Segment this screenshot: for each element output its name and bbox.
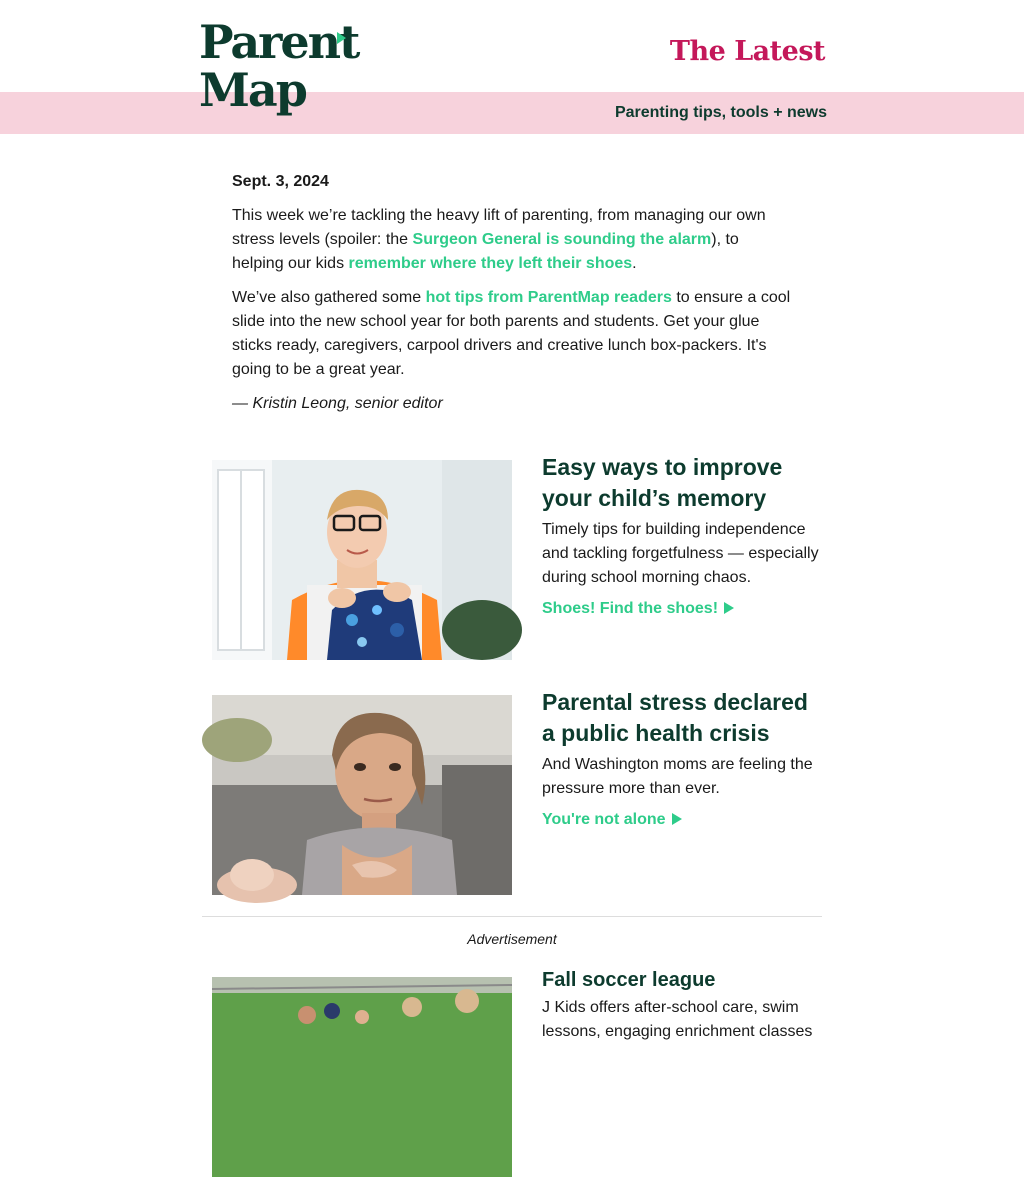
ad-title[interactable]: Fall soccer league — [542, 969, 716, 991]
tagline-band — [0, 92, 1024, 134]
article-image-mother-baby[interactable] — [212, 695, 512, 895]
shoes-link[interactable]: remember where they left their shoes — [348, 255, 633, 272]
section-title: The Latest — [669, 36, 825, 67]
ad-text — [542, 968, 827, 1054]
article-cta-link[interactable] — [542, 600, 734, 618]
intro-letter — [232, 170, 792, 426]
editor-signature: — Kristin Leong, senior editor — [232, 395, 443, 412]
ad-description: J Kids offers after-school care, swim lessons, engaging enrichment classes — [542, 999, 813, 1040]
play-arrow-icon — [672, 813, 682, 825]
article-title[interactable]: Easy ways to improve your child’s memory — [542, 454, 783, 511]
section-divider — [202, 916, 822, 917]
parentmap-logo[interactable] — [199, 15, 359, 122]
article-card — [212, 452, 822, 662]
tagline: Parenting tips, tools + news — [614, 104, 827, 121]
surgeon-general-link[interactable]: Surgeon General is sounding the alarm — [412, 231, 712, 248]
logo-line-map: Map — [199, 63, 306, 117]
intro-text: ), to helping our kids — [232, 231, 739, 272]
article-text — [542, 687, 827, 829]
intro-paragraph-1 — [232, 204, 792, 276]
ad-card — [212, 968, 822, 1040]
article-image-boy-backpack[interactable] — [212, 460, 512, 660]
cta-label: You're not alone — [542, 811, 666, 828]
logo-play-icon — [337, 32, 346, 44]
hot-tips-link[interactable]: hot tips from ParentMap readers — [425, 289, 672, 306]
article-description: And Washington moms are feeling the pressure more than ever. — [542, 756, 813, 797]
issue-date: Sept. 3, 2024 — [232, 173, 329, 190]
article-cta-link[interactable] — [542, 811, 682, 829]
intro-paragraph-2 — [232, 286, 792, 382]
intro-text: This week we’re tackling the heavy lift of parenting, from managing our own stress levels (spoiler: the — [232, 207, 766, 248]
article-card — [212, 687, 822, 897]
logo-line-parent: Parent — [199, 15, 359, 69]
article-text — [542, 452, 827, 618]
play-arrow-icon — [724, 602, 734, 614]
intro-text: We’ve also gathered some — [232, 289, 426, 306]
intro-text: to ensure a cool slide into the new school year for both parents and students. Get your glue sticks ready, caregivers, carpool drivers and creative lunch box-packers. It's going to be a great year. — [232, 289, 791, 378]
article-description: Timely tips for building independence and tackling forgetfulness — especially during school morning chaos. — [542, 521, 819, 586]
ad-image-soccer[interactable] — [212, 977, 512, 1177]
article-title[interactable]: Parental stress declared a public health crisis — [542, 689, 808, 746]
intro-text: . — [632, 255, 637, 272]
cta-label: Shoes! Find the shoes! — [542, 600, 719, 617]
advertisement-label: Advertisement — [467, 931, 557, 947]
